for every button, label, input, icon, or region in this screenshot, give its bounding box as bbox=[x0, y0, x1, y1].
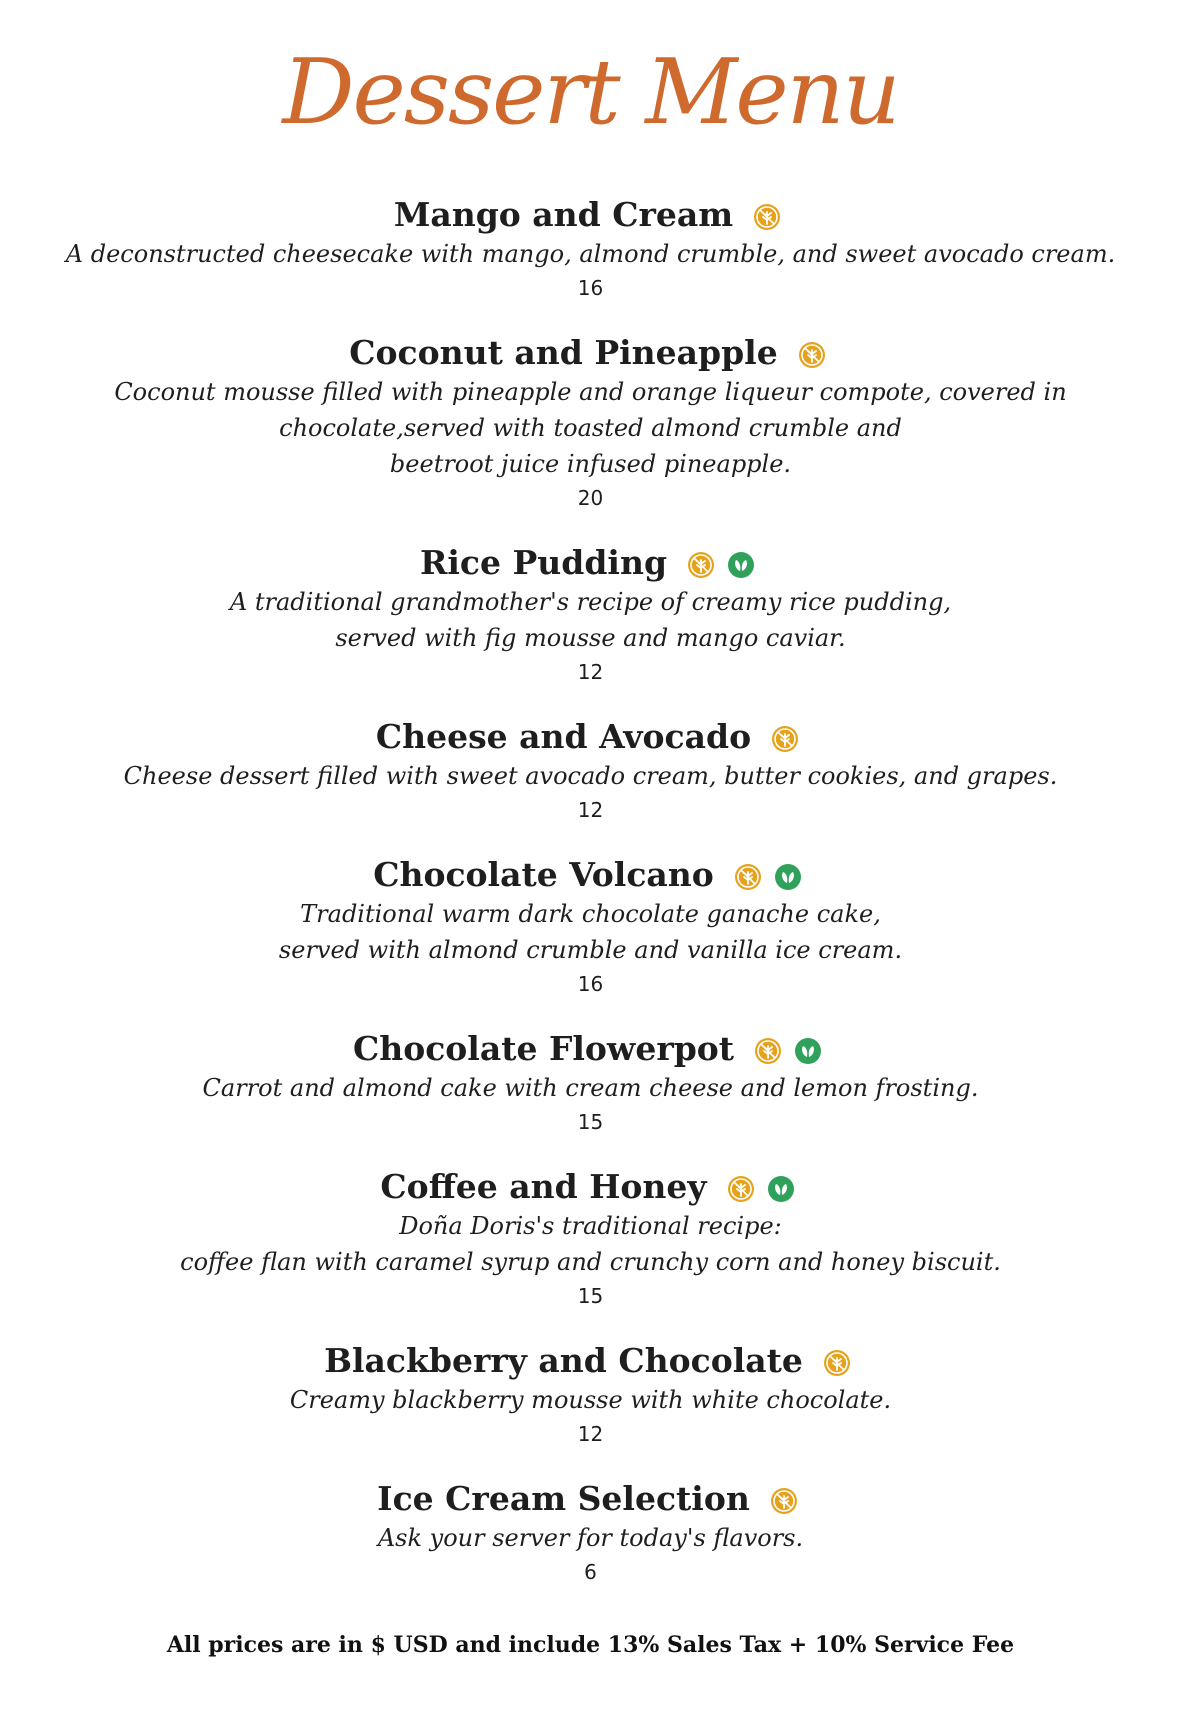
gluten-free-icon bbox=[770, 1487, 798, 1515]
menu-item bbox=[0, 852, 1181, 1000]
diet-icons bbox=[765, 716, 805, 758]
item-heading bbox=[0, 330, 1181, 374]
item-name: Chocolate Volcano bbox=[373, 855, 714, 894]
diet-icons bbox=[764, 1478, 804, 1520]
diet-icons bbox=[792, 332, 832, 374]
menu-item bbox=[0, 1338, 1181, 1450]
item-description: A traditional grandmother's recipe of creamy rice pudding, bbox=[229, 588, 952, 616]
diet-icons bbox=[817, 1340, 857, 1382]
item-heading bbox=[0, 1338, 1181, 1382]
diet-icons bbox=[721, 1166, 801, 1208]
item-description: Cheese dessert filled with sweet avocado cream, butter cookies, and grapes. bbox=[123, 762, 1058, 790]
item-price: 6 bbox=[584, 1560, 597, 1584]
menu-item bbox=[0, 1164, 1181, 1312]
item-price: 16 bbox=[577, 276, 604, 300]
item-description: Doña Doris's traditional recipe: bbox=[399, 1212, 782, 1240]
item-name: Blackberry and Chocolate bbox=[324, 1341, 803, 1380]
item-heading bbox=[0, 540, 1181, 584]
item-description: chocolate,served with toasted almond crumble and bbox=[279, 414, 902, 442]
item-name: Mango and Cream bbox=[393, 195, 734, 234]
item-price: 12 bbox=[577, 660, 604, 684]
diet-icons bbox=[681, 542, 761, 584]
gluten-free-icon bbox=[771, 725, 799, 753]
diet-icons bbox=[747, 194, 787, 236]
gluten-free-icon bbox=[734, 863, 762, 891]
item-price: 16 bbox=[577, 972, 604, 996]
gluten-free-icon bbox=[753, 203, 781, 231]
item-description: Traditional warm dark chocolate ganache cake, bbox=[300, 900, 881, 928]
price-note: All prices are in $ USD and include 13% Sales Tax + 10% Service Fee bbox=[166, 1632, 1015, 1658]
item-heading bbox=[0, 1476, 1181, 1520]
item-name: Coconut and Pineapple bbox=[349, 333, 778, 372]
item-heading bbox=[0, 1026, 1181, 1070]
item-price: 12 bbox=[577, 798, 604, 822]
item-price: 15 bbox=[577, 1284, 604, 1308]
item-description: served with fig mousse and mango caviar. bbox=[335, 624, 846, 652]
gluten-free-icon bbox=[798, 341, 826, 369]
item-name: Rice Pudding bbox=[419, 543, 668, 582]
item-heading bbox=[0, 1164, 1181, 1208]
diet-icons bbox=[728, 854, 808, 896]
item-name: Ice Cream Selection bbox=[377, 1479, 750, 1518]
item-description: Ask your server for today's flavors. bbox=[377, 1524, 804, 1552]
item-description: beetroot juice infused pineapple. bbox=[389, 450, 792, 478]
item-price: 12 bbox=[577, 1422, 604, 1446]
item-description: served with almond crumble and vanilla ice cream. bbox=[278, 936, 903, 964]
item-price: 20 bbox=[577, 486, 604, 510]
item-heading bbox=[0, 192, 1181, 236]
menu-item bbox=[0, 1476, 1181, 1588]
gluten-free-icon bbox=[687, 551, 715, 579]
vegan-icon bbox=[767, 1175, 795, 1203]
menu-item bbox=[0, 192, 1181, 304]
gluten-free-icon bbox=[823, 1349, 851, 1377]
menu-item bbox=[0, 540, 1181, 688]
item-description: Carrot and almond cake with cream cheese and lemon frosting. bbox=[202, 1074, 979, 1102]
vegan-icon bbox=[794, 1037, 822, 1065]
menu-item bbox=[0, 1026, 1181, 1138]
gluten-free-icon bbox=[754, 1037, 782, 1065]
menu-items bbox=[0, 192, 1181, 1614]
item-name: Cheese and Avocado bbox=[375, 717, 752, 756]
item-description: coffee flan with caramel syrup and crunchy corn and honey biscuit. bbox=[180, 1248, 1001, 1276]
item-name: Coffee and Honey bbox=[380, 1167, 707, 1206]
menu-title: Dessert Menu bbox=[282, 40, 899, 145]
vegan-icon bbox=[774, 863, 802, 891]
menu-item bbox=[0, 330, 1181, 514]
menu-item bbox=[0, 714, 1181, 826]
item-description: Creamy blackberry mousse with white chocolate. bbox=[289, 1386, 892, 1414]
item-price: 15 bbox=[577, 1110, 604, 1134]
vegan-icon bbox=[727, 551, 755, 579]
item-name: Chocolate Flowerpot bbox=[352, 1029, 735, 1068]
item-heading bbox=[0, 714, 1181, 758]
diet-icons bbox=[748, 1028, 828, 1070]
item-description: A deconstructed cheesecake with mango, almond crumble, and sweet avocado cream. bbox=[65, 240, 1116, 268]
item-description: Coconut mousse filled with pineapple and orange liqueur compote, covered in bbox=[114, 378, 1067, 406]
item-heading bbox=[0, 852, 1181, 896]
gluten-free-icon bbox=[727, 1175, 755, 1203]
